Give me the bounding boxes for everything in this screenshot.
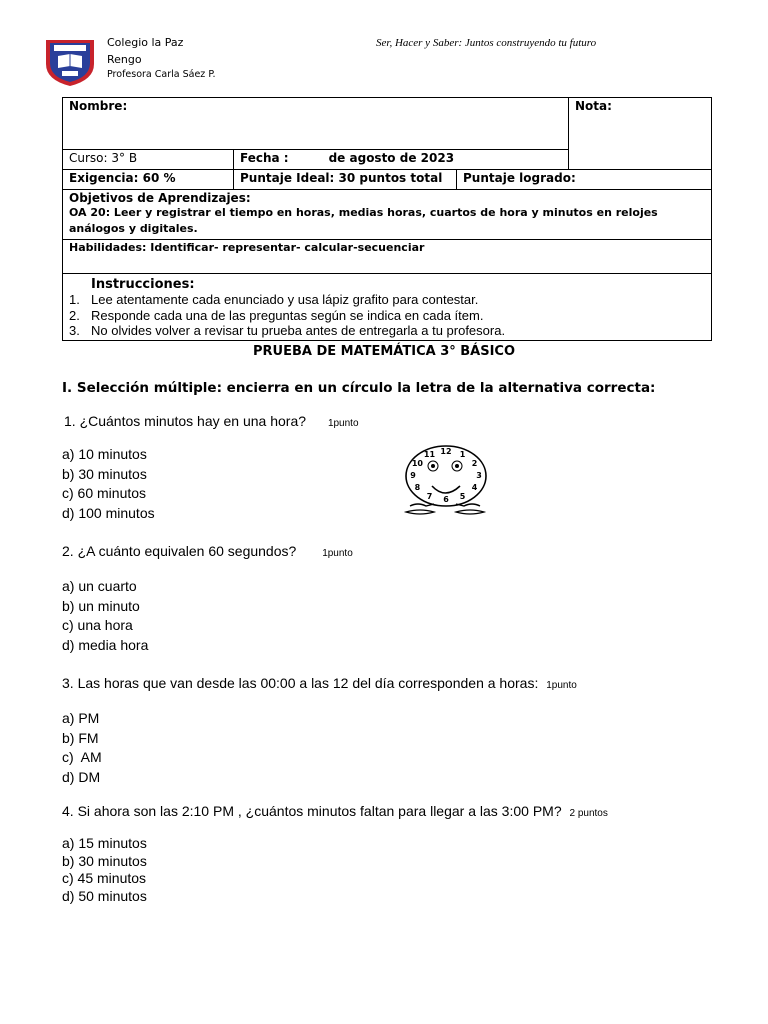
nota-label: Nota:	[575, 99, 612, 113]
teacher-name: Profesora Carla Sáez P.	[107, 69, 216, 80]
option-1c[interactable]: c) 60 minutos	[62, 485, 147, 501]
instruccion-2: 2. Responde cada una de las preguntas según se indica en cada ítem.	[69, 307, 484, 323]
fecha-label: Fecha :	[240, 151, 289, 165]
question-1	[64, 413, 359, 429]
question-4	[62, 803, 608, 819]
clock-number-5: 5	[459, 491, 466, 501]
option-3c[interactable]: c) AM	[62, 749, 102, 765]
school-motto: Ser, Hacer y Saber: Juntos construyendo tu futuro	[376, 37, 597, 49]
question-3-options	[62, 709, 102, 787]
exigencia-label: Exigencia: 60 %	[69, 171, 176, 185]
option-2a[interactable]: a) un cuarto	[62, 578, 137, 594]
clock-number-11: 11	[423, 450, 436, 460]
fecha-value: de agosto de 2023	[328, 151, 455, 165]
question-3-text: 3. Las horas que van desde las 00:00 a las 12 del día corresponden a horas:	[62, 675, 539, 691]
puntaje-ideal-cell	[234, 170, 457, 190]
fecha-cell[interactable]	[234, 150, 569, 170]
question-1-text: 1. ¿Cuántos minutos hay en una hora?	[64, 413, 307, 429]
instrucciones-cell	[63, 274, 712, 341]
instruccion-3: 3. No olvides volver a revisar tu prueba antes de entregarla a tu profesora.	[69, 323, 506, 338]
student-info-table	[62, 97, 712, 341]
clock-number-8: 8	[414, 483, 421, 492]
question-2-options	[62, 577, 148, 655]
option-4c[interactable]: c) 45 minutos	[62, 870, 147, 886]
option-2b[interactable]: b) un minuto	[62, 597, 140, 614]
clock-number-6: 6	[443, 495, 449, 504]
nota-cell[interactable]	[569, 98, 712, 170]
habilidades-cell	[63, 240, 712, 274]
objetivos-cell	[63, 190, 712, 240]
clock-number-1: 1	[459, 450, 466, 460]
question-2-text: 2. ¿A cuánto equivalen 60 segundos?	[62, 543, 297, 559]
school-city: Rengo	[107, 53, 142, 66]
instruccion-1-text: Lee atentamente cada enunciado y usa lápiz grafito para contestar.	[91, 292, 479, 307]
instruccion-3-text: No olvides volver a revisar tu prueba antes de entregarla a tu profesora.	[91, 323, 506, 338]
instrucciones-title: Instrucciones:	[91, 277, 195, 292]
exigencia-cell	[63, 170, 234, 190]
instruccion-1: 1. Lee atentamente cada enunciado y usa lápiz grafito para contestar.	[69, 292, 479, 307]
option-4b[interactable]: b) 30 minutos	[62, 852, 147, 869]
objetivos-title: Objetivos de Aprendizajes:	[69, 191, 251, 205]
school-logo	[42, 36, 98, 88]
nombre-cell[interactable]	[63, 98, 569, 150]
question-1-points: 1punto	[327, 418, 359, 429]
clock-number-10: 10	[411, 459, 423, 468]
question-2-points: 1punto	[322, 548, 353, 559]
curso-cell	[63, 150, 234, 170]
option-1d[interactable]: d) 100 minutos	[62, 504, 155, 521]
clock-number-3: 3	[476, 471, 482, 480]
puntaje-logrado-label: Puntaje logrado:	[463, 171, 576, 185]
clock-illustration	[400, 444, 500, 520]
question-2	[62, 543, 353, 559]
clock-number-9: 9	[410, 471, 416, 480]
instruccion-2-text: Responde cada una de las preguntas según se indica en cada ítem.	[91, 307, 484, 323]
question-3	[62, 675, 577, 691]
question-1-options	[62, 445, 155, 523]
clock-number-7: 7	[426, 491, 433, 501]
option-4a[interactable]: a) 15 minutos	[62, 835, 147, 851]
question-4-text: 4. Si ahora son las 2:10 PM , ¿cuántos minutos faltan para llegar a las 3:00 PM?	[62, 803, 562, 819]
clock-number-4: 4	[471, 483, 478, 492]
option-3a[interactable]: a) PM	[62, 710, 100, 726]
question-3-points: 1punto	[546, 680, 577, 691]
habilidades-text: Habilidades: Identificar- representar- calcular-secuenciar	[69, 241, 425, 254]
option-2c[interactable]: c) una hora	[62, 617, 133, 633]
option-4d[interactable]: d) 50 minutos	[62, 887, 147, 904]
nombre-label: Nombre:	[69, 99, 128, 113]
clock-number-12: 12	[440, 447, 452, 456]
puntaje-logrado-cell[interactable]	[457, 170, 712, 190]
test-title: PRUEBA DE MATEMÁTICA 3° BÁSICO	[252, 344, 516, 359]
objetivos-text: OA 20: Leer y registrar el tiempo en horas, medias horas, cuartos de hora y minutos en relojes análogos y digitales.	[69, 206, 658, 235]
option-3b[interactable]: b) FM	[62, 729, 99, 746]
school-name: Colegio la Paz	[107, 36, 184, 49]
option-3d[interactable]: d) DM	[62, 768, 101, 785]
curso-label: Curso: 3° B	[69, 151, 138, 165]
option-1a[interactable]: a) 10 minutos	[62, 446, 147, 462]
section-title: I. Selección múltiple: encierra en un círculo la letra de la alternativa correcta:	[62, 380, 656, 396]
puntaje-ideal-label: Puntaje Ideal: 30 puntos total	[240, 171, 443, 185]
question-4-points: 2 puntos	[569, 808, 608, 819]
option-2d[interactable]: d) media hora	[62, 636, 149, 653]
clock-number-2: 2	[471, 459, 478, 468]
question-4-options	[62, 835, 147, 905]
option-1b[interactable]: b) 30 minutos	[62, 465, 147, 482]
